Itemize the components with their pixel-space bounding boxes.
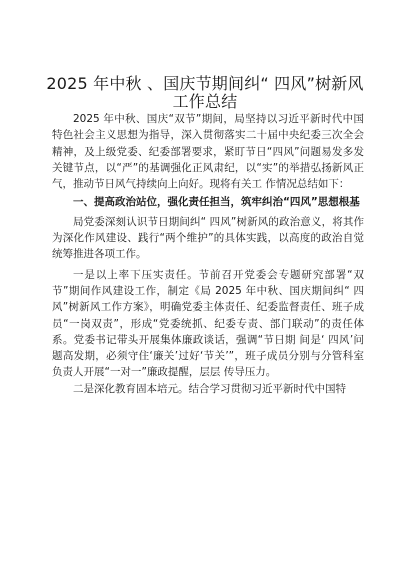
body-paragraph: 局党委深刻认识节日期间纠“ 四风”树新风的政治意义，将其作为深化作风建设、践行“两个维护”的具体实践，以高度的政治自觉统筹推进各项工作。 bbox=[52, 215, 364, 261]
document-body bbox=[52, 111, 364, 397]
document-title: 2025 年中秋 、国庆节期间纠“ 四风”树新风工作总结 bbox=[46, 74, 364, 111]
body-paragraph: 二是深化教育固本培元。结合学习贯彻习近平新时代中国特 bbox=[73, 382, 346, 395]
intro-paragraph: 2025 年中秋、国庆“双节”期间，局坚持以习近平新时代中国特色社会主义思想为指导，深入贯彻落实二十届中央纪委三次全会精神，及上级党委、纪委部署要求，紧盯节日“四风”问题易发多发关键节点，以“严”的基调强化正风肃纪，以“实”的举措弘扬新风正气，推动节日风气持续向上向好。现将有关工 作情况总结如下： bbox=[52, 113, 364, 191]
body-paragraph: 一是以上率下压实责任。节前召开党委会专题研究部署“双节”期间作风建设工作，制定《局 2025 年中秋、国庆期间纠“ 四风”树新风工作方案》，明确党委主体责任、纪委监督责任、班子成员“一岗双责”，形成“党委统抓、纪委专责、部门联动”的责任体系。党委书记带头开展集体廉政谈话，强调“节日期 间是‘ 四风’问题高发期，必须守住‘廉关’过好‘节关’”，班子成员分别与分管科室负责人开展“一对一”廉政提醒，层层 传导压力。 bbox=[52, 268, 364, 379]
section-heading-1: 一、提高政治站位，强化责任担当，筑牢纠治“四风”思想根基 bbox=[73, 196, 360, 209]
